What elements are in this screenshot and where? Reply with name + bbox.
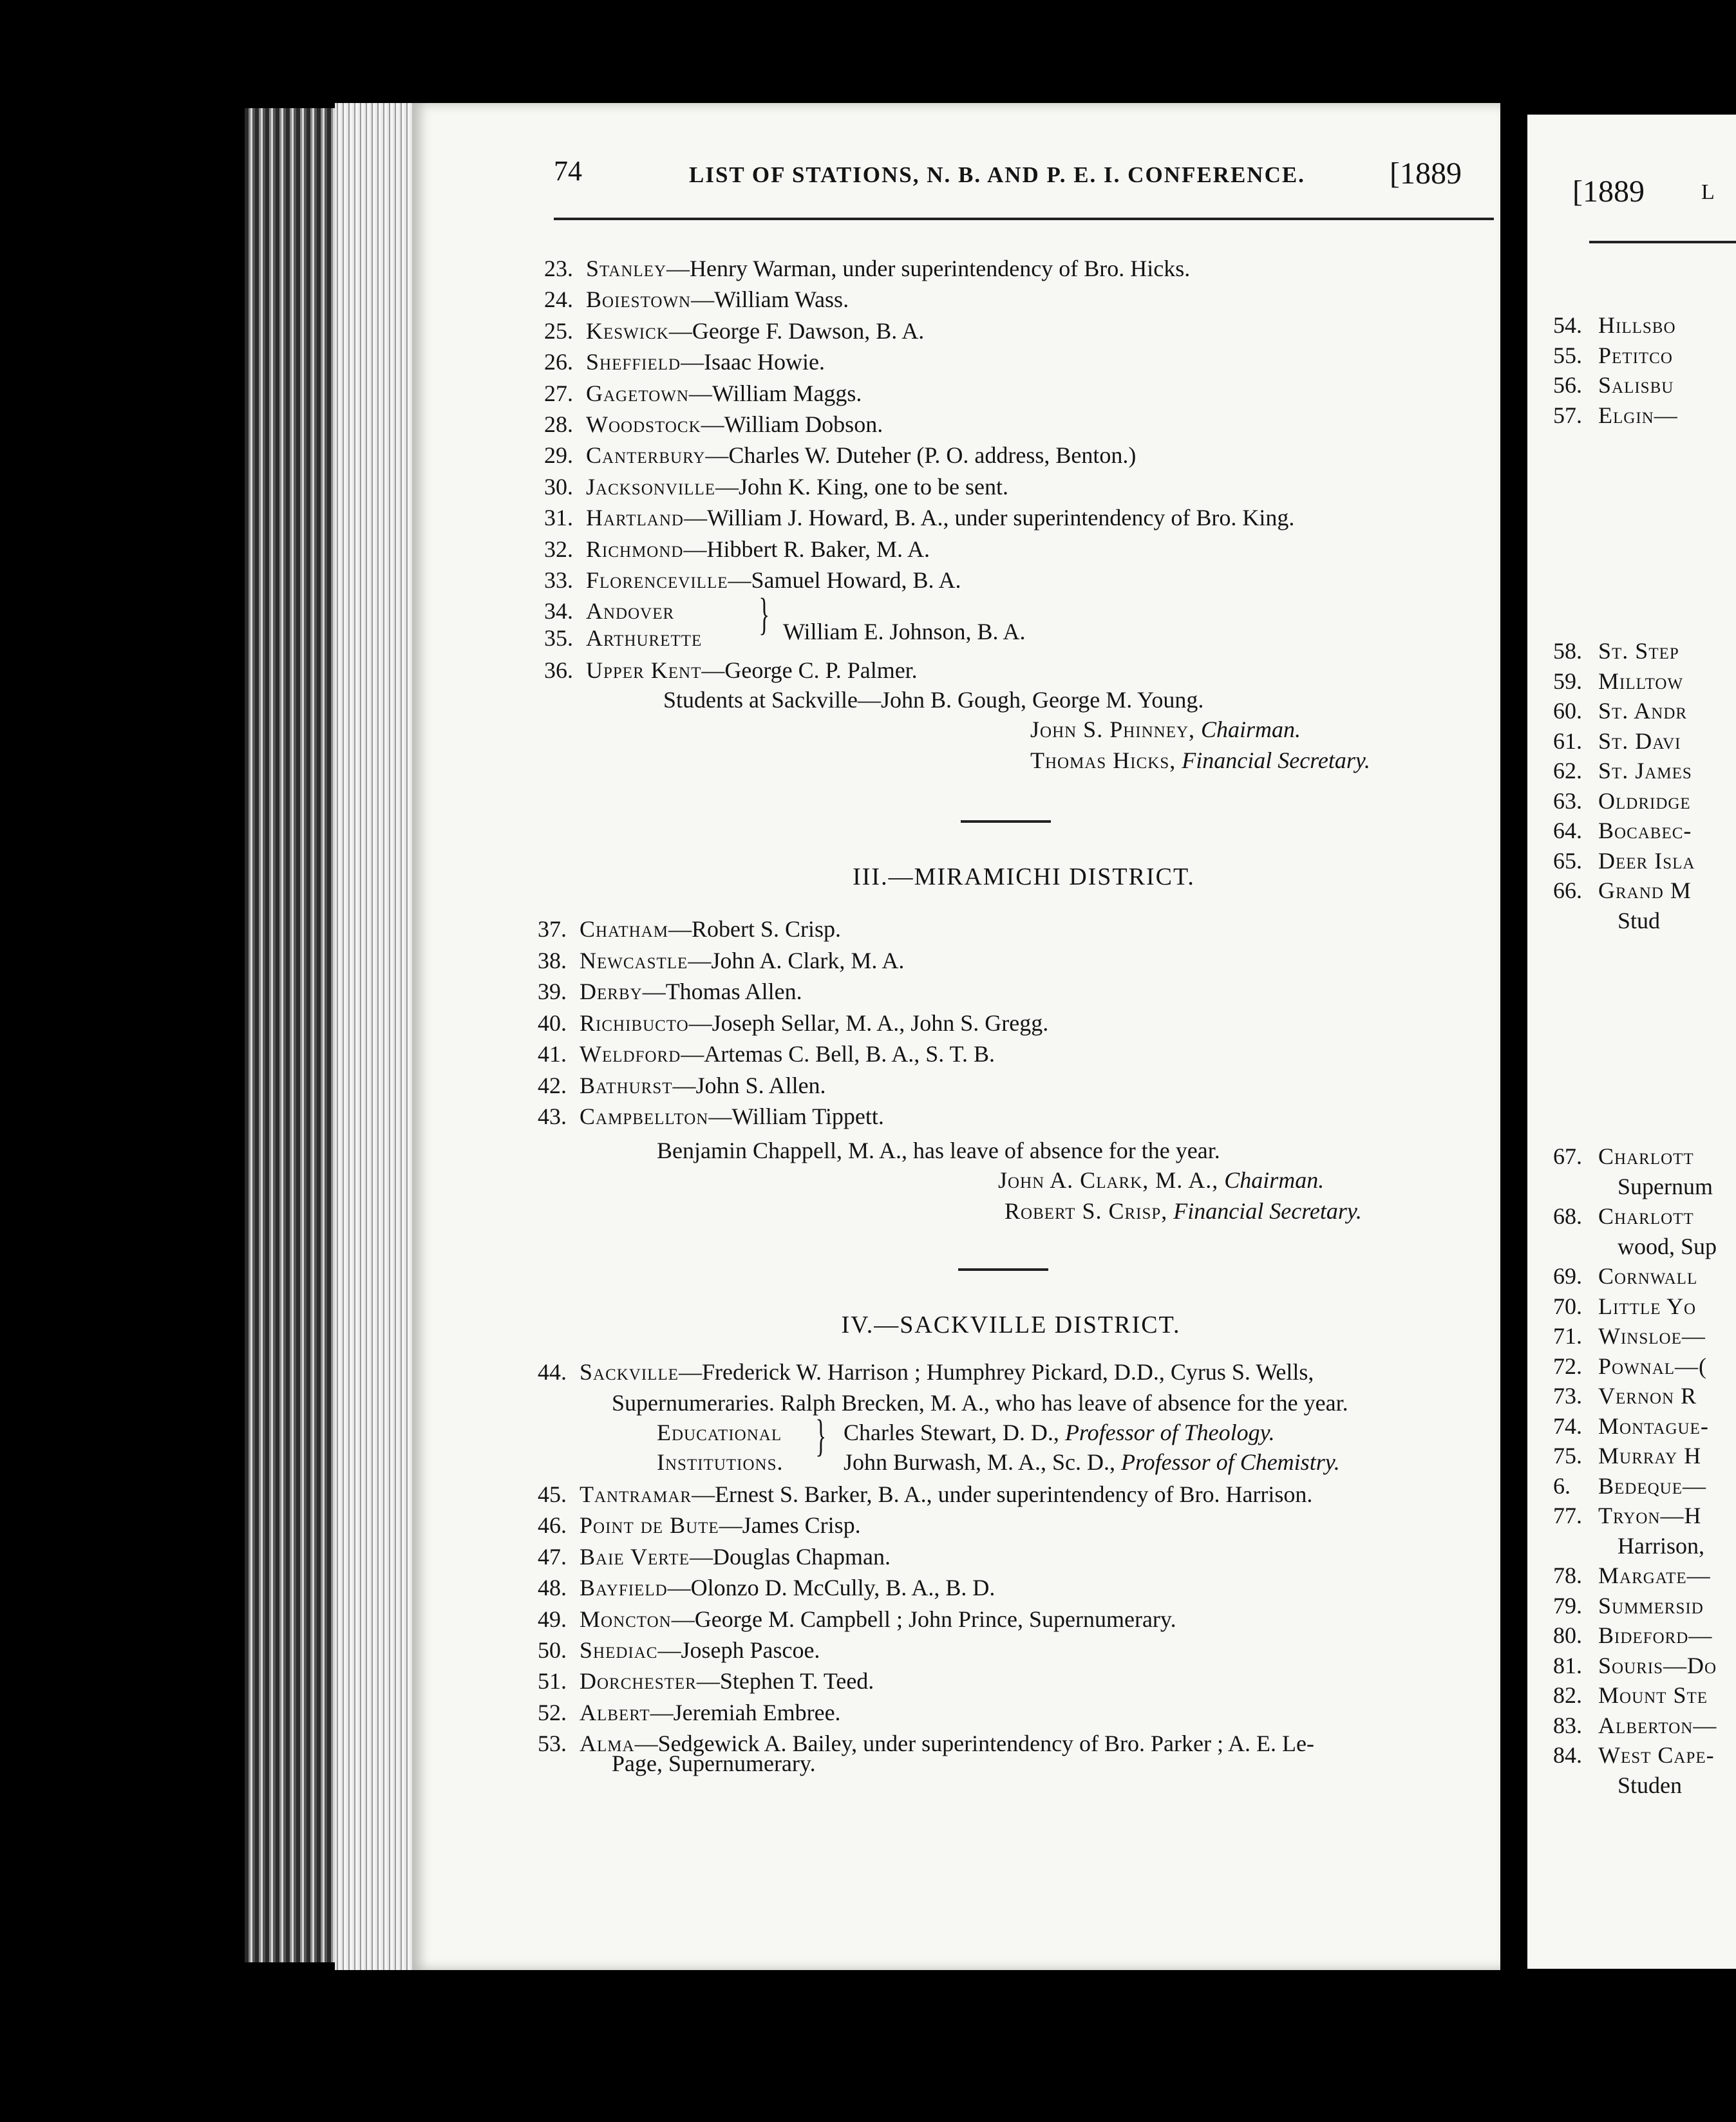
right-entry-number: 54. (1553, 312, 1582, 338)
right-page-line (1553, 787, 1691, 814)
station-ministers: —Isaac Howie. (681, 349, 825, 375)
right-page-line (1553, 907, 1660, 934)
station-ministers: —Charles W. Duteher (P. O. address, Benton.) (705, 442, 1137, 469)
right-page-line (1553, 1293, 1696, 1320)
entry-number: 30. (544, 473, 573, 500)
station-ministers: —Artemas C. Bell, B. A., S. T. B. (681, 1041, 995, 1067)
station-ministers: —John S. Allen. (672, 1072, 826, 1098)
right-page-line (1553, 1413, 1709, 1440)
station-ministers: —Stephen T. Teed. (696, 1668, 874, 1695)
right-page-line (1553, 312, 1676, 339)
right-entry-text: Grand M (1598, 878, 1692, 903)
entry-number: 51. (538, 1668, 567, 1695)
right-entry-text: Bocabec- (1598, 818, 1692, 843)
right-page-line (1553, 1562, 1711, 1589)
right-entry-number: 69. (1553, 1263, 1582, 1289)
right-entry-number: 58. (1553, 638, 1582, 664)
right-entry-text: Hillsbo (1598, 312, 1676, 338)
right-page-line (1553, 1233, 1717, 1260)
entry-34-35-minister: William E. Johnson, B. A. (783, 619, 1026, 644)
station-name: Derby (580, 979, 643, 1004)
right-page-rule (1589, 241, 1736, 243)
section-divider-2 (958, 1268, 1048, 1271)
right-entry-text: Alberton— (1598, 1712, 1717, 1738)
right-entry-text: Deer Isla (1598, 847, 1695, 874)
right-page-line (1553, 1322, 1706, 1349)
right-entry-text: Bideford— (1598, 1622, 1713, 1648)
right-entry-text: Supernum (1618, 1173, 1713, 1199)
station-name: Moncton (580, 1606, 672, 1632)
entry-number: 23. (544, 256, 573, 281)
right-entry-number: 66. (1553, 878, 1582, 903)
station-name: Keswick (586, 317, 669, 344)
station-ministers: —Jeremiah Embree. (650, 1699, 841, 1725)
entry-number: 50. (538, 1637, 567, 1663)
station-name: Boiestown (586, 286, 692, 313)
right-entry-number: 72. (1553, 1353, 1582, 1379)
right-entry-text: Summersid (1598, 1592, 1704, 1619)
right-entry-number: 80. (1553, 1622, 1582, 1648)
station-ministers: —Hibbert R. Baker, M. A. (683, 536, 930, 562)
right-entry-number: 82. (1553, 1682, 1582, 1708)
station-name: Hartland (586, 505, 684, 531)
station-ministers: —John K. King, one to be sent. (715, 473, 1008, 500)
right-entry-number: 79. (1553, 1592, 1582, 1619)
right-entry-text: Harrison, (1618, 1532, 1704, 1559)
right-entry-text: Montague- (1598, 1413, 1709, 1439)
right-entry-number: 77. (1553, 1503, 1582, 1528)
right-entry-number: 84. (1553, 1742, 1582, 1768)
entry-44-line2: Supernumeraries. Ralph Brecken, M. A., who has leave of absence for the year. (612, 1390, 1348, 1416)
entry-number: 47. (538, 1543, 567, 1570)
station-name: Albert (580, 1699, 650, 1725)
right-page-line (1553, 1712, 1717, 1739)
right-entry-number: 71. (1553, 1323, 1582, 1349)
miramichi-heading: III.—MIRAMICHI DISTRICT. (853, 863, 1195, 890)
station-ministers: —William Wass. (691, 286, 849, 313)
right-page-line (1553, 1173, 1713, 1200)
left-page: 74 LIST OF STATIONS, N. B. AND P. E. I. CONFERENCE. [1889 23. Stanley—Henry Warman, under superintendency of Bro. Hicks. 24. Boiestown—William Wass. 25. Keswick—George F. Dawson, B. A. 26. Sheffield—Isaac Howie. 27. Gagetown—William Maggs. 28. Woodstock—William Dobson. 29. Canterbury—Charles W. Duteher (P. O. address, Benton.) 30. Jacksonville—John K. King, one to be sent. 31. Hartland—William J. Howard, B. A., under superintendency of Bro. King. 32. Richmond—Hibbert R. Baker, M. A. 33. Florenceville—Samuel Howard, B. A. 34. Andover 35. Arthurette } William E. Johnson, B. A. 36. Upper Kent—George C. P. Palmer. Students at Sackville—John B. Gough, George M. Young. John S. Phinney, Chairman. Thomas Hicks, Financial Secretary. III.—MIRAMICHI DISTRICT. 37. Chatham—Robert S. Crisp. 38. Newcastle—John A. Clark, M. A. 39. Derby—Thomas Allen. 40. Richibucto—Joseph Sellar, M. A., John S. Gregg. 41. Weldford—Artemas C. Bell, B. A., S. T. B. 42. Bathurst—John S. Allen. 43. Campbellton—William Tippett. Benjamin Chappell, M. A., has leave of absence for the year. John A. Clark, M. A., Chairman. Robert S. Crisp, Financial Secretary. IV.—SACKVILLE DISTRICT. 44. Sackville—Frederick W. Harrison ; Humphrey Pickard, D.D., Cyrus S. Wells, Supernumeraries. Ralph Brecken, M. A., who has leave of absence for the year. Educational Institutions. } Charles Stewart, D. D., Professor of Theology. John Burwash, M. A., Sc. D., Professor of Chemistry. 45. Tantramar—Ernest S. Barker, B. A., under superintendency of Bro. Harrison. 46. Point de Bute—James Crisp. 47. Baie Verte—Douglas Chapman. 48. Bayfield—Olonzo D. McCully, B. A., B. D. 49. Moncton—George M. Campbell ; John Prince, Supernumerary. 50. Shediac—Joseph Pascoe. 51. Dorchester—Stephen T. Teed. 52. Albert—Jeremiah Embree. 53. Alma—Sedgewick A. Bailey, under superintendency of Bro. Parker ; A. E. Le- Page, Supernumerary. (412, 103, 1500, 1970)
station-ministers: —John A. Clark, M. A. (688, 947, 905, 973)
station-ministers: —William Dobson. (701, 411, 883, 437)
right-page-line (1553, 757, 1692, 784)
station-name: Baie Verte (580, 1543, 690, 1570)
right-entry-number: 6. (1553, 1472, 1571, 1499)
station-name: Stanley (586, 256, 666, 281)
station-name: Tantramar (580, 1481, 692, 1507)
right-page-line (1553, 817, 1692, 844)
right-page-line (1553, 1652, 1717, 1679)
station-ministers: —Olonzo D. McCully, B. A., B. D. (667, 1575, 995, 1601)
right-entry-number: 63. (1553, 787, 1582, 814)
right-entry-text: Little Yo (1598, 1293, 1697, 1319)
year-marker: [1889 (1390, 156, 1462, 191)
station-ministers: —James Crisp. (719, 1512, 861, 1539)
right-page-line (1553, 1203, 1694, 1230)
right-entry-number: 65. (1553, 847, 1582, 874)
entry-53-line2: Page, Supernumerary. (612, 1751, 816, 1776)
students-note: Students at Sackville—John B. Gough, George M. Young. (663, 687, 1204, 713)
right-entry-text: Pownal—( (1598, 1353, 1708, 1379)
entry-number: 42. (538, 1072, 567, 1098)
right-entry-number: 57. (1553, 402, 1582, 428)
station-name: Dorchester (580, 1668, 697, 1695)
right-entry-text: Bedeque— (1598, 1472, 1706, 1499)
leave-note: Benjamin Chappell, M. A., has leave of absence for the year. (657, 1138, 1220, 1163)
right-entry-number: 83. (1553, 1712, 1582, 1738)
right-page-line (1553, 1742, 1715, 1769)
station-ministers: —Sedgewick A. Bailey, under superintendency of Bro. Parker ; A. E. Le- (634, 1731, 1314, 1757)
station-name: Woodstock (586, 411, 701, 437)
right-entry-number: 59. (1553, 668, 1582, 694)
right-entry-number: 70. (1553, 1293, 1582, 1319)
right-entry-number: 78. (1553, 1563, 1582, 1588)
station-ministers: —Douglas Chapman. (690, 1543, 891, 1570)
right-page-line (1553, 1592, 1704, 1619)
right-page-line (1553, 1472, 1706, 1499)
page-number: 74 (554, 155, 582, 187)
station-name: Campbellton (580, 1103, 709, 1129)
right-entry-text: Souris—Do (1598, 1652, 1717, 1678)
entry-number: 29. (544, 442, 573, 469)
station-name: Bathurst (580, 1072, 673, 1098)
right-page-line (1553, 371, 1674, 399)
right-entry-number: 73. (1553, 1383, 1582, 1409)
station-name: Weldford (580, 1041, 681, 1067)
station-ministers: —Robert S. Crisp. (668, 916, 841, 942)
station-name: Shediac (580, 1637, 658, 1663)
right-page-line (1553, 697, 1687, 724)
secretary-signature: Thomas Hicks, Financial Secretary. (1030, 747, 1370, 773)
entry-number: 31. (544, 505, 573, 531)
entry-number: 53. (538, 1731, 567, 1757)
entry-number: 24. (544, 286, 573, 313)
station-name: Sheffield (586, 349, 681, 375)
right-page-line (1553, 1382, 1697, 1409)
right-entry-text: St. Step (1598, 638, 1679, 664)
station-name: Florenceville (586, 567, 728, 593)
right-page-line (1553, 847, 1695, 874)
right-page-line (1553, 1622, 1712, 1649)
entry-number: 32. (544, 536, 573, 562)
right-entry-text: Petitco (1598, 342, 1673, 368)
right-page-line (1553, 1353, 1707, 1380)
entry-number: 37. (538, 916, 567, 942)
station-name: Alma (580, 1731, 635, 1757)
right-page-line (1553, 668, 1683, 695)
station-ministers: —Samuel Howard, B. A. (728, 567, 961, 593)
right-entry-text: wood, Sup (1618, 1233, 1717, 1259)
station-name: Richmond (586, 536, 684, 562)
right-entry-text: Stud (1618, 907, 1661, 934)
right-page-line (1553, 1532, 1704, 1559)
right-entry-text: St. Andr (1598, 698, 1688, 724)
station-name: Canterbury (586, 442, 706, 469)
entry-number: 40. (538, 1009, 567, 1036)
station-name: Point de Bute (580, 1512, 719, 1539)
right-entry-text: Charlott (1598, 1143, 1694, 1169)
station-name: Gagetown (586, 380, 689, 406)
right-page-line (1553, 1502, 1701, 1529)
entry-number: 33. (544, 567, 573, 593)
right-page-line (1553, 1143, 1694, 1170)
entry-number: 26. (544, 349, 573, 375)
right-entry-number: 55. (1553, 342, 1582, 368)
sackville-heading: IV.—SACKVILLE DISTRICT. (841, 1311, 1181, 1338)
station-name: Chatham (580, 916, 668, 942)
entry-number: 52. (538, 1699, 567, 1725)
entry-number: 43. (538, 1103, 567, 1129)
entry-number: 45. (538, 1481, 567, 1507)
right-entry-text: Oldridge (1598, 787, 1691, 814)
station-ministers: —William Maggs. (688, 380, 862, 406)
entry-number: 38. (538, 947, 567, 973)
station-ministers: —Joseph Sellar, M. A., John S. Gregg. (688, 1009, 1049, 1036)
right-entry-number: 60. (1553, 698, 1582, 724)
right-entry-number: 56. (1553, 372, 1582, 398)
brace-educational: } (815, 1411, 827, 1461)
educational-label: Educational (657, 1420, 782, 1445)
right-entry-text: Milltow (1598, 668, 1684, 694)
right-page-line (1553, 877, 1692, 904)
station-name: Jacksonville (586, 473, 715, 500)
station-name: Richibucto (580, 1009, 689, 1036)
miramichi-chairman: John A. Clark, M. A., Chairman. (998, 1167, 1325, 1193)
right-page-line (1553, 1442, 1701, 1469)
right-page-line (1553, 1772, 1682, 1799)
station-ministers: —William Tippett. (708, 1103, 884, 1129)
right-page-line (1553, 342, 1673, 369)
right-page-line (1553, 728, 1681, 755)
right-entry-number: 62. (1553, 758, 1582, 784)
brace-34-35: } (759, 590, 770, 639)
edu-professor-1: Charles Stewart, D. D., Professor of Theology. (844, 1420, 1275, 1445)
station-ministers: —Thomas Allen. (642, 979, 802, 1004)
right-entry-text: Tryon—H (1598, 1503, 1702, 1528)
entry-number: 27. (544, 380, 573, 406)
right-entry-number: 74. (1553, 1413, 1582, 1439)
station-name: Newcastle (580, 947, 688, 973)
entry-number: 46. (538, 1512, 567, 1539)
right-page-line (1553, 637, 1679, 664)
right-entry-text: Cornwall (1598, 1263, 1698, 1289)
station-ministers: —George F. Dawson, B. A. (668, 317, 925, 344)
station-ministers: —Ernest S. Barker, B. A., under superintendency of Bro. Harrison. (692, 1481, 1313, 1507)
section-divider (961, 820, 1051, 823)
entry-number: 25. (544, 317, 573, 344)
entry-number: 48. (538, 1575, 567, 1601)
book-page-edges-light (335, 103, 412, 1970)
right-page-fragment (1527, 115, 1736, 1969)
right-entry-text: West Cape- (1598, 1742, 1715, 1768)
right-entry-number: 68. (1553, 1203, 1582, 1229)
header-rule (554, 218, 1494, 220)
right-entry-text: Margate— (1598, 1563, 1711, 1588)
right-page-line (1553, 1263, 1697, 1290)
right-entry-number: 64. (1553, 818, 1582, 843)
right-page-line (1553, 1682, 1708, 1709)
right-entry-text: Murray H (1598, 1443, 1702, 1469)
right-entry-text: Elgin— (1598, 402, 1678, 428)
right-entry-text: Mount Ste (1598, 1682, 1708, 1708)
right-page-year: [1889 L (1572, 174, 1715, 209)
entry-number: 49. (538, 1606, 567, 1632)
institutions-label: Institutions. (657, 1449, 784, 1475)
right-entry-text: Salisbu (1598, 372, 1674, 398)
right-entry-text: St. Davi (1598, 728, 1681, 754)
right-entry-number: 67. (1553, 1143, 1582, 1169)
entry-number: 28. (544, 411, 573, 437)
right-entry-text: Studen (1618, 1772, 1683, 1798)
right-entry-text: Vernon R (1598, 1383, 1697, 1409)
running-title: LIST OF STATIONS, N. B. AND P. E. I. CONFERENCE. (689, 162, 1305, 187)
right-entry-number: 81. (1553, 1652, 1582, 1678)
chairman-signature: John S. Phinney, Chairman. (1030, 717, 1301, 742)
station-name: Bayfield (580, 1575, 668, 1601)
entry-number: 39. (538, 979, 567, 1004)
right-entry-number: 61. (1553, 728, 1582, 754)
station-ministers: —George M. Campbell ; John Prince, Supernumerary. (671, 1606, 1176, 1632)
station-ministers: —Joseph Pascoe. (657, 1637, 820, 1663)
station-ministers: —Henry Warman, under superintendency of Bro. Hicks. (666, 256, 1191, 281)
right-entry-text: Charlott (1598, 1203, 1694, 1229)
right-entry-text: St. James (1598, 758, 1692, 784)
miramichi-secretary: Robert S. Crisp, Financial Secretary. (1005, 1198, 1362, 1224)
right-entry-number: 75. (1553, 1443, 1582, 1469)
right-page-line (1553, 402, 1678, 429)
edu-professor-2: John Burwash, M. A., Sc. D., Professor of Chemistry. (844, 1449, 1340, 1475)
right-entry-text: Winsloe— (1598, 1323, 1706, 1349)
entry-number: 41. (538, 1041, 567, 1067)
station-ministers: —William J. Howard, B. A., under superintendency of Bro. King. (683, 505, 1295, 531)
